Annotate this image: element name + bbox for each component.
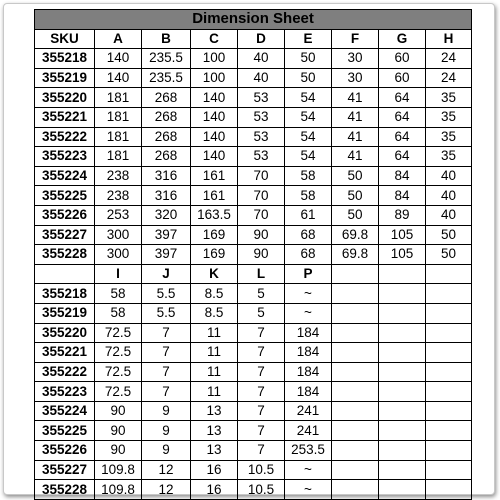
- table-row: [35, 107, 472, 127]
- dimension-cell: 90: [238, 225, 285, 245]
- dimension-cell: 235.5: [142, 49, 191, 69]
- dimension-cell: 50: [332, 205, 379, 225]
- dimension-cell: 12: [142, 480, 191, 500]
- sku-cell: 355228: [35, 245, 95, 265]
- table-row: [35, 166, 472, 186]
- sku-cell: 355226: [35, 441, 95, 461]
- sku-cell: 355227: [35, 460, 95, 480]
- dimension-cell: [426, 421, 472, 441]
- dimension-cell: 50: [332, 166, 379, 186]
- dimension-cell: ~: [285, 460, 332, 480]
- dimension-cell: 50: [426, 225, 472, 245]
- dimension-cell: [379, 362, 426, 382]
- dimension-cell: 72.5: [95, 343, 142, 363]
- dimension-cell: 72.5: [95, 362, 142, 382]
- dimension-cell: 13: [191, 401, 238, 421]
- dimension-cell: [332, 421, 379, 441]
- dimension-cell: 100: [191, 49, 238, 69]
- table-row: [35, 88, 472, 108]
- dimension-cell: 253.5: [285, 441, 332, 461]
- dimension-cell: 109.8: [95, 480, 142, 500]
- dimension-cell: 50: [285, 68, 332, 88]
- dimension-cell: [426, 441, 472, 461]
- sku-cell: 355220: [35, 88, 95, 108]
- dimension-cell: [332, 284, 379, 304]
- dimension-cell: 7: [142, 343, 191, 363]
- dimension-cell: 40: [426, 205, 472, 225]
- dimension-cell: 40: [238, 49, 285, 69]
- dimension-cell: 13: [191, 441, 238, 461]
- sheet-title: Dimension Sheet: [35, 10, 472, 30]
- dimension-cell: 53: [238, 127, 285, 147]
- dimension-cell: 163.5: [191, 205, 238, 225]
- dimension-cell: 8.5: [191, 284, 238, 304]
- dimension-cell: 7: [142, 382, 191, 402]
- dimension-cell: 11: [191, 323, 238, 343]
- dimension-cell: 35: [426, 107, 472, 127]
- dimension-cell: 268: [142, 147, 191, 167]
- dimension-cell: [379, 284, 426, 304]
- dimension-cell: 7: [238, 441, 285, 461]
- dimension-cell: [379, 401, 426, 421]
- table2-header-row: [35, 264, 472, 284]
- table-row: [35, 401, 472, 421]
- dimension-cell: 11: [191, 343, 238, 363]
- sku-cell: 355227: [35, 225, 95, 245]
- column-header: I: [95, 264, 142, 284]
- dimension-cell: 84: [379, 186, 426, 206]
- dimension-cell: 161: [191, 186, 238, 206]
- dimension-cell: 89: [379, 205, 426, 225]
- title-row: [35, 10, 472, 30]
- dimension-cell: 241: [285, 421, 332, 441]
- dimension-cell: [332, 323, 379, 343]
- dimension-cell: 11: [191, 382, 238, 402]
- dimension-cell: [332, 382, 379, 402]
- column-header: B: [142, 29, 191, 49]
- dimension-cell: 13: [191, 421, 238, 441]
- dimension-cell: 40: [238, 68, 285, 88]
- dimension-cell: 68: [285, 225, 332, 245]
- sku-cell: 355224: [35, 166, 95, 186]
- dimension-cell: [379, 480, 426, 500]
- sku-cell: 355223: [35, 382, 95, 402]
- dimension-cell: 169: [191, 225, 238, 245]
- dimension-cell: 7: [142, 362, 191, 382]
- dimension-cell: 316: [142, 186, 191, 206]
- dimension-cell: 105: [379, 245, 426, 265]
- dimension-cell: 35: [426, 127, 472, 147]
- dimension-cell: 184: [285, 343, 332, 363]
- table-row: [35, 303, 472, 323]
- dimension-cell: 35: [426, 147, 472, 167]
- dimension-cell: 235.5: [142, 68, 191, 88]
- dimension-cell: ~: [285, 303, 332, 323]
- sku-cell: 355222: [35, 362, 95, 382]
- sku-cell: 355228: [35, 480, 95, 500]
- dimension-cell: [426, 303, 472, 323]
- dimension-cell: 35: [426, 88, 472, 108]
- column-header: [379, 264, 426, 284]
- dimension-cell: 9: [142, 441, 191, 461]
- column-header: C: [191, 29, 238, 49]
- dimension-cell: 50: [285, 49, 332, 69]
- table-row: [35, 68, 472, 88]
- dimension-cell: 10.5: [238, 480, 285, 500]
- dimension-cell: [426, 343, 472, 363]
- dimension-cell: 181: [95, 88, 142, 108]
- dimension-cell: [426, 480, 472, 500]
- dimension-cell: 140: [191, 88, 238, 108]
- column-header: L: [238, 264, 285, 284]
- dimension-cell: 9: [142, 421, 191, 441]
- dimension-cell: 90: [238, 245, 285, 265]
- table-row: [35, 460, 472, 480]
- table1-header-row: [35, 29, 472, 49]
- dimension-cell: [426, 460, 472, 480]
- table-row: [35, 127, 472, 147]
- dimension-cell: 300: [95, 245, 142, 265]
- table-row: [35, 147, 472, 167]
- dimension-cell: 69.8: [332, 225, 379, 245]
- table-row: [35, 205, 472, 225]
- dimension-cell: 54: [285, 127, 332, 147]
- dimension-cell: [332, 401, 379, 421]
- table-row: [35, 186, 472, 206]
- dimension-cell: 161: [191, 166, 238, 186]
- dimension-cell: 70: [238, 166, 285, 186]
- sku-cell: 355219: [35, 303, 95, 323]
- sku-cell: 355225: [35, 186, 95, 206]
- dimension-cell: 238: [95, 186, 142, 206]
- dimension-cell: 40: [426, 186, 472, 206]
- dimension-cell: 9: [142, 401, 191, 421]
- dimension-cell: [426, 382, 472, 402]
- dimension-cell: 316: [142, 166, 191, 186]
- dimension-cell: 7: [238, 401, 285, 421]
- dimension-cell: 70: [238, 205, 285, 225]
- dimension-cell: 105: [379, 225, 426, 245]
- dimension-cell: 140: [191, 147, 238, 167]
- dimension-cell: 238: [95, 166, 142, 186]
- dimension-cell: 109.8: [95, 460, 142, 480]
- table-row: [35, 382, 472, 402]
- dimension-cell: 7: [142, 323, 191, 343]
- dimension-cell: 7: [238, 362, 285, 382]
- dimension-cell: 184: [285, 362, 332, 382]
- dimension-cell: 184: [285, 382, 332, 402]
- table-row: [35, 245, 472, 265]
- table-row: [35, 362, 472, 382]
- dimension-cell: 58: [285, 166, 332, 186]
- dimension-cell: [379, 441, 426, 461]
- dimension-cell: 320: [142, 205, 191, 225]
- column-header: J: [142, 264, 191, 284]
- dimension-cell: ~: [285, 284, 332, 304]
- dimension-cell: 8.5: [191, 303, 238, 323]
- table-row: [35, 49, 472, 69]
- dimension-cell: 181: [95, 127, 142, 147]
- dimension-cell: 11: [191, 362, 238, 382]
- sku-cell: 355225: [35, 421, 95, 441]
- dimension-cell: 68: [285, 245, 332, 265]
- dimension-cell: [332, 343, 379, 363]
- dimension-cell: [379, 421, 426, 441]
- column-header: [332, 264, 379, 284]
- dimension-cell: 268: [142, 107, 191, 127]
- column-header: F: [332, 29, 379, 49]
- sku-cell: 355223: [35, 147, 95, 167]
- column-header: E: [285, 29, 332, 49]
- dimension-cell: 140: [95, 68, 142, 88]
- column-header: K: [191, 264, 238, 284]
- dimension-cell: [426, 323, 472, 343]
- dimension-cell: [426, 401, 472, 421]
- dimension-cell: 50: [426, 245, 472, 265]
- dimension-cell: 16: [191, 460, 238, 480]
- column-header: P: [285, 264, 332, 284]
- dimension-cell: 54: [285, 88, 332, 108]
- dimension-cell: 64: [379, 88, 426, 108]
- dimension-cell: [332, 460, 379, 480]
- dimension-cell: 64: [379, 147, 426, 167]
- dimension-cell: 397: [142, 225, 191, 245]
- dimension-cell: 181: [95, 107, 142, 127]
- dimension-cell: 184: [285, 323, 332, 343]
- dimension-cell: 24: [426, 68, 472, 88]
- dimension-cell: [426, 284, 472, 304]
- sku-cell: 355222: [35, 127, 95, 147]
- sku-cell: 355218: [35, 284, 95, 304]
- dimension-cell: 241: [285, 401, 332, 421]
- sku-cell: 355221: [35, 343, 95, 363]
- column-header: [35, 264, 95, 284]
- dimension-cell: 72.5: [95, 323, 142, 343]
- dimension-cell: 70: [238, 186, 285, 206]
- table-row: [35, 343, 472, 363]
- dimension-cell: [426, 362, 472, 382]
- dimension-cell: 30: [332, 68, 379, 88]
- dimension-cell: 140: [191, 127, 238, 147]
- dimension-cell: 7: [238, 382, 285, 402]
- dimension-cell: 140: [95, 49, 142, 69]
- dimension-cell: [332, 480, 379, 500]
- dimension-cell: 53: [238, 147, 285, 167]
- dimension-cell: 41: [332, 127, 379, 147]
- column-header: H: [426, 29, 472, 49]
- dimension-cell: 7: [238, 421, 285, 441]
- column-header: [426, 264, 472, 284]
- dimension-cell: 7: [238, 323, 285, 343]
- dimension-cell: 41: [332, 107, 379, 127]
- dimension-cell: 90: [95, 401, 142, 421]
- dimension-cell: 64: [379, 107, 426, 127]
- dimension-cell: 30: [332, 49, 379, 69]
- dimension-cell: 41: [332, 147, 379, 167]
- dimension-cell: 140: [191, 107, 238, 127]
- dimension-cell: 90: [95, 441, 142, 461]
- dimension-cell: 54: [285, 147, 332, 167]
- column-header: G: [379, 29, 426, 49]
- dimension-cell: [332, 441, 379, 461]
- dimension-cell: 60: [379, 68, 426, 88]
- dimension-cell: 397: [142, 245, 191, 265]
- sku-cell: 355220: [35, 323, 95, 343]
- dimension-cell: 61: [285, 205, 332, 225]
- dimension-cell: 10.5: [238, 460, 285, 480]
- dimension-cell: 169: [191, 245, 238, 265]
- sku-cell: 355221: [35, 107, 95, 127]
- dimension-cell: 5: [238, 303, 285, 323]
- dimension-cell: 12: [142, 460, 191, 480]
- dimension-cell: [379, 323, 426, 343]
- dimension-cell: 16: [191, 480, 238, 500]
- dimension-table: [34, 9, 472, 500]
- table-row: [35, 421, 472, 441]
- table-row: [35, 480, 472, 500]
- table-row: [35, 284, 472, 304]
- dimension-cell: 5: [238, 284, 285, 304]
- dimension-cell: 90: [95, 421, 142, 441]
- dimension-cell: 5.5: [142, 303, 191, 323]
- dimension-cell: 40: [426, 166, 472, 186]
- dimension-cell: [332, 362, 379, 382]
- dimension-cell: 300: [95, 225, 142, 245]
- dimension-cell: [379, 382, 426, 402]
- dimension-cell: [379, 460, 426, 480]
- dimension-cell: ~: [285, 480, 332, 500]
- dimension-cell: 64: [379, 127, 426, 147]
- dimension-cell: 181: [95, 147, 142, 167]
- dimension-cell: 253: [95, 205, 142, 225]
- dimension-cell: 268: [142, 127, 191, 147]
- dimension-table-body: [35, 10, 472, 500]
- dimension-cell: 58: [95, 303, 142, 323]
- sku-cell: 355218: [35, 49, 95, 69]
- dimension-cell: 54: [285, 107, 332, 127]
- dimension-cell: [332, 303, 379, 323]
- column-header: D: [238, 29, 285, 49]
- table-row: [35, 225, 472, 245]
- dimension-cell: [379, 303, 426, 323]
- sheet-frame: [3, 3, 495, 495]
- dimension-cell: [379, 343, 426, 363]
- table-row: [35, 441, 472, 461]
- dimension-cell: 72.5: [95, 382, 142, 402]
- column-header: SKU: [35, 29, 95, 49]
- dimension-cell: 58: [285, 186, 332, 206]
- dimension-cell: 50: [332, 186, 379, 206]
- sku-cell: 355219: [35, 68, 95, 88]
- dimension-cell: 5.5: [142, 284, 191, 304]
- table-row: [35, 323, 472, 343]
- dimension-cell: 84: [379, 166, 426, 186]
- dimension-cell: 53: [238, 88, 285, 108]
- sku-cell: 355226: [35, 205, 95, 225]
- dimension-cell: 58: [95, 284, 142, 304]
- dimension-cell: 100: [191, 68, 238, 88]
- sku-cell: 355224: [35, 401, 95, 421]
- dimension-cell: 268: [142, 88, 191, 108]
- dimension-cell: 7: [238, 343, 285, 363]
- column-header: A: [95, 29, 142, 49]
- dimension-cell: 41: [332, 88, 379, 108]
- dimension-cell: 24: [426, 49, 472, 69]
- dimension-cell: 53: [238, 107, 285, 127]
- dimension-cell: 69.8: [332, 245, 379, 265]
- dimension-cell: 60: [379, 49, 426, 69]
